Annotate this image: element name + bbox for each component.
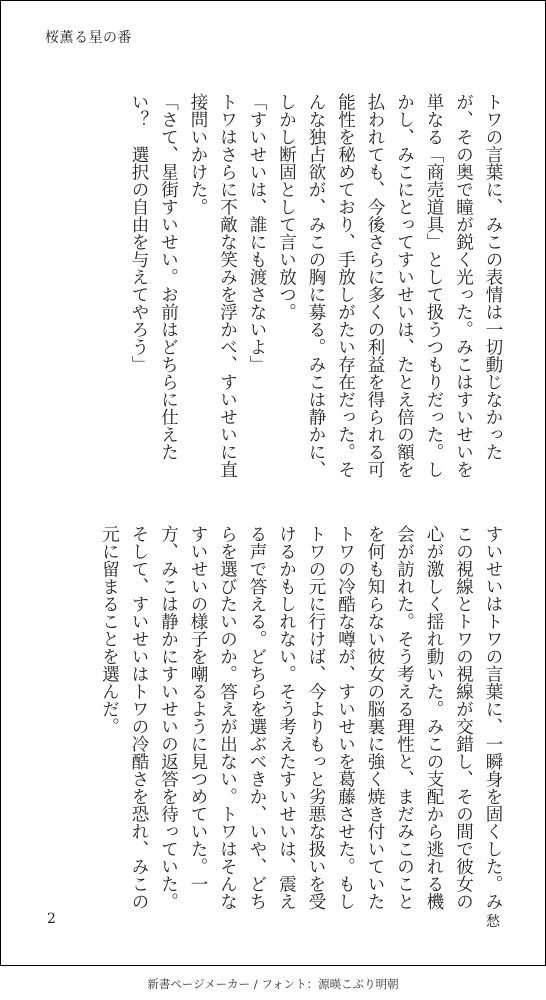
dialogue-line: 「さて、星街すいせい。お前はどちらに仕えたい？ 選択の自由を与えてやろう」 xyxy=(129,93,179,461)
footer-credit: 新書ページメーカー / フォント：源暎こぶり明朝 xyxy=(147,976,399,991)
paragraph: すいせいはトワの言葉に、一瞬身を固くした。みこの視線とトワの視線が交錯し、その間で彼女の心が激しく揺れ動いた。みこの支配から逃れる機会が訪れた。そう考える理性と、まだみこのことを何も知らない彼女の脳裏に強く焼き付いていたトワの冷酷な噂が、すいせいを葛藤させた。もしトワの元に行けば、今よりもっと劣悪な扱いを受けるかもしれない。そう考えたすいせいは、震える声で答える。どちらを選ぶべきか、いや、どちらを選びたいのか。答えが出ない。トワはそんなすいせいの様子を嘲るように見つめていた。一方、みこは静かにすいせいの返答を待っていた。そして、すいせいはトワの冷酷さを恐れ、みこの元に留まることを選んだ。 xyxy=(99,525,503,910)
paragraph: トワはさらに不敵な笑みを浮かべ、すいせいに直接問いかけた。 xyxy=(188,93,238,478)
paragraph: トワの言葉に、みこの表情は一切動じなかったが、その奥で瞳が鋭く光った。みこはすいせいを単なる「商売道具」として扱うつもりだった。しかし、みこにとってすいせいは、たとえ倍の額を払われても、今後さらに多くの利益を得られる可能性を秘めており、手放しがたい存在だった。そんな独占欲が、みこの胸に募る。みこは静かに、しかし断固として言い放つ。 xyxy=(276,93,503,478)
lower-text-block xyxy=(87,525,507,925)
dialogue-line: 「すいせいは、誰にも渡さないよ」 xyxy=(247,93,267,373)
upper-text-block xyxy=(37,93,507,493)
running-title: 桜薫る星の番 xyxy=(45,30,132,46)
author-name: 愁 xyxy=(486,914,500,930)
page-number: 2 xyxy=(47,911,56,927)
